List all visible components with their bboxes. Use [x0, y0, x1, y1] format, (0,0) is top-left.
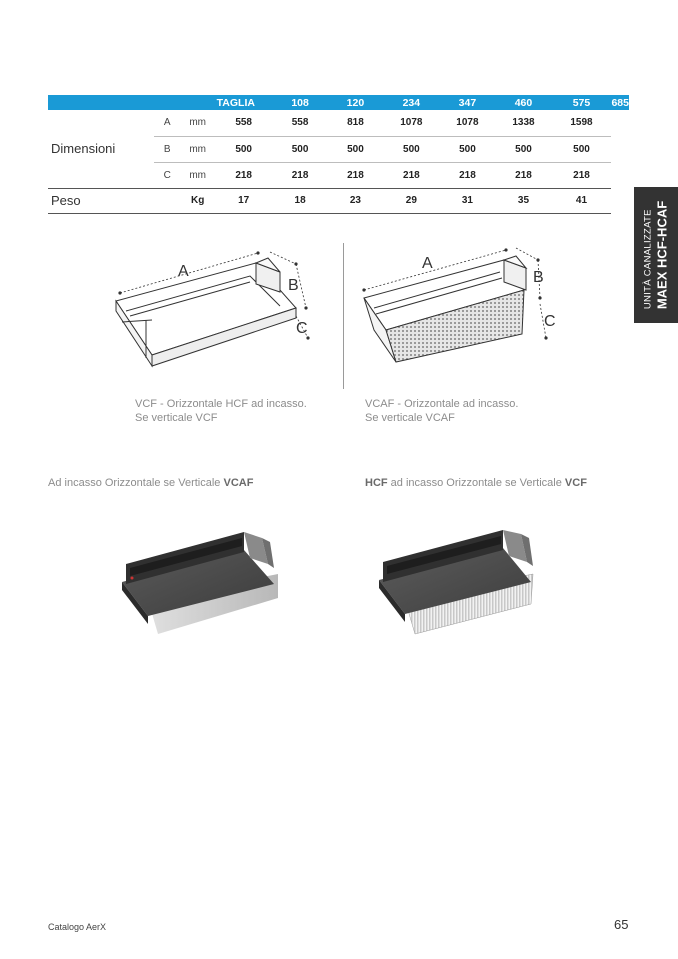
table-cell: 218	[495, 162, 551, 188]
dimensioni-label: Dimensioni	[48, 110, 154, 188]
table-row-peso	[48, 188, 629, 213]
table-cell: 18	[273, 188, 328, 213]
dim-unit: mm	[181, 136, 215, 162]
dimension-diagram-right	[350, 238, 580, 388]
table-cell: 218	[439, 162, 495, 188]
header-size: 347	[439, 95, 495, 110]
caption-line: Se verticale VCF	[135, 412, 218, 424]
spec-table	[48, 95, 629, 214]
dimension-label-b: B	[288, 277, 299, 294]
dimension-label-a: A	[178, 263, 189, 280]
table-cell: 41	[552, 188, 612, 213]
dimension-label-c: C	[296, 320, 308, 337]
table-cell: 1338	[495, 110, 551, 136]
table-cell: 1598	[552, 110, 612, 136]
header-size: 460	[495, 95, 551, 110]
side-tab-category: UNITÀ CANALIZZATE	[642, 209, 654, 310]
dim-unit: mm	[181, 162, 215, 188]
table-cell: 218	[215, 162, 273, 188]
table-cell: 500	[495, 136, 551, 162]
dimension-diagram-left	[100, 238, 330, 388]
dim-letter: A	[154, 110, 181, 136]
page-number: 65	[614, 917, 629, 932]
table-cell: 218	[552, 162, 612, 188]
table-cell: 500	[552, 136, 612, 162]
table-row-a	[48, 110, 629, 136]
dimension-label-b: B	[533, 269, 544, 286]
section-side-tab	[634, 187, 678, 323]
table-cell: 500	[383, 136, 439, 162]
header-size: 575	[552, 95, 612, 110]
table-cell: 558	[215, 110, 273, 136]
table-cell: 31	[439, 188, 495, 213]
footer-catalog: Catalogo AerX	[48, 922, 107, 932]
table-cell: 218	[383, 162, 439, 188]
product-photo-left	[118, 524, 284, 636]
photo-title-text: ad incasso Orizzontale se Verticale	[387, 477, 565, 489]
table-cell: 500	[328, 136, 384, 162]
side-tab-model: MAEX HCF-HCAF	[654, 200, 670, 310]
header-size: 685	[611, 96, 629, 109]
diagram-caption-left	[135, 397, 307, 425]
diagram-divider	[343, 243, 344, 389]
table-cell: 23	[328, 188, 384, 213]
caption-line: VCF - Orizzontale HCF ad incasso.	[135, 398, 307, 410]
caption-line: Se verticale VCAF	[365, 412, 455, 424]
photo-title-model: HCF	[365, 477, 388, 489]
caption-line: VCAF - Orizzontale ad incasso.	[365, 398, 519, 410]
header-taglia: TAGLIA	[215, 95, 273, 110]
table-cell: 1078	[383, 110, 439, 136]
dim-letter: B	[154, 136, 181, 162]
diagram-caption-right	[365, 397, 518, 425]
table-cell: 500	[273, 136, 328, 162]
table-cell: 218	[328, 162, 384, 188]
header-size: 234	[383, 95, 439, 110]
table-cell: 17	[215, 188, 273, 213]
header-size: 108	[273, 95, 328, 110]
dim-letter: C	[154, 162, 181, 188]
dimension-label-c: C	[544, 313, 556, 330]
table-cell: 218	[273, 162, 328, 188]
table-cell: 1078	[439, 110, 495, 136]
table-cell: 558	[273, 110, 328, 136]
peso-label: Peso	[48, 188, 154, 213]
dim-unit: mm	[181, 110, 215, 136]
photo-title-model: VCAF	[223, 477, 254, 489]
table-cell: 818	[328, 110, 384, 136]
header-size: 120	[328, 95, 384, 110]
table-cell: 29	[383, 188, 439, 213]
product-photo-right	[375, 520, 541, 636]
photo-title-left	[48, 477, 253, 489]
table-cell: 500	[439, 136, 495, 162]
table-header-row	[48, 95, 629, 110]
dimension-label-a: A	[422, 255, 433, 272]
table-cell: 500	[215, 136, 273, 162]
photo-title-right	[365, 477, 587, 489]
photo-title-model: VCF	[564, 477, 587, 489]
table-cell: 35	[495, 188, 551, 213]
peso-unit: Kg	[181, 188, 215, 213]
photo-title-text: Ad incasso Orizzontale se Verticale	[48, 477, 224, 489]
